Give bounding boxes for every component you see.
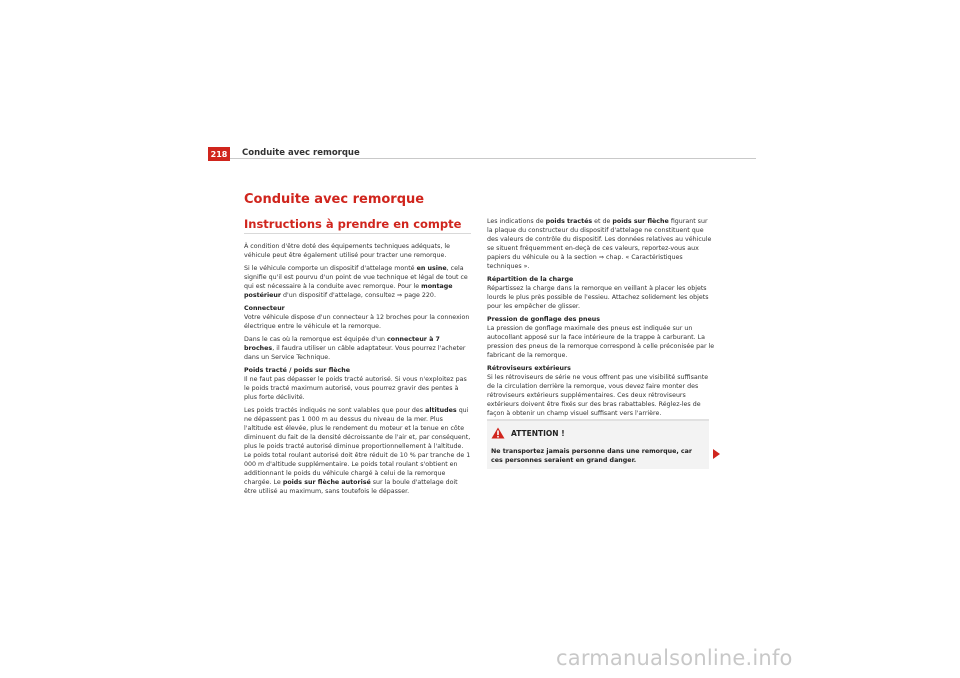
- running-title: Conduite avec remorque: [242, 148, 360, 158]
- text-run: , cela signifie qu'il est pourvu d'un point de vue technique et légal de tout ce qui est nécessaire à la conduite avec remorque. Pour le: [244, 265, 468, 290]
- left-column: [244, 242, 472, 500]
- warning-text: Ne transportez jamais personne dans une remorque, car ces personnes seraient en grand danger.: [491, 448, 693, 464]
- subheading-repartition: Répartition de la charge: [487, 276, 574, 283]
- paragraph: À condition d'être doté des équipements techniques adéquats, le véhicule peut être également utilisé pour tracter une remorque.: [244, 243, 451, 259]
- text-run: , il faudra utiliser un câble adaptateur. Vous pourrez l'acheter dans un Service Technique.: [244, 345, 466, 361]
- paragraph: Répartissez la charge dans la remorque en veillant à placer les objets lourds le plus près possible de l'essieu. Attachez solidement les objets pour les empêcher de glisser.: [487, 285, 709, 310]
- paragraph: La pression de gonflage maximale des pneus est indiquée sur un autocollant apposé sur la face intérieure de la trappe à carburant. La pression des pneus de la remorque correspond à celle préconisée par le fabricant de la remorque.: [487, 325, 715, 359]
- paragraph: [487, 217, 715, 271]
- warning-triangle-icon: [491, 424, 505, 443]
- bold-term: connecteur à 7 broches: [244, 336, 440, 352]
- paragraph: [244, 335, 472, 362]
- text-run: qui ne dépassent pas 1 000 m au dessus du niveau de la mer. Plus l'altitude est élevée, plus le rendement du moteur et la tenue en côte diminuent du fait de la densité décroissante de l'air et, par conséquent, plus le poids tracté autorisé diminue proportionnellement à l'altitude. Le poids total roulant autorisé doit être réduit de 10 % par tranche de 1 000 m d'altitude supplémentaire. Le poids total roulant s'obtient en additionnant le poids du véhicule chargé à celui de la remorque chargée. Le: [244, 407, 471, 486]
- subheading-poids: Poids tracté / poids sur flèche: [244, 367, 351, 374]
- text-run: Dans le cas où la remorque est équipée d'un: [244, 336, 388, 343]
- text-run: et de: [592, 218, 613, 225]
- text-run: Si le véhicule comporte un dispositif d'attelage monté: [244, 265, 417, 272]
- paragraph: [244, 406, 472, 496]
- subheading-retroviseurs: Rétroviseurs extérieurs: [487, 365, 571, 372]
- bold-term: altitudes: [425, 407, 457, 414]
- paragraph: Votre véhicule dispose d'un connecteur à 12 broches pour la connexion électrique entre le véhicule et la remorque.: [244, 314, 470, 330]
- warning-box: [487, 419, 709, 469]
- chapter-title: Conduite avec remorque: [244, 192, 425, 207]
- subheading-pression: Pression de gonflage des pneus: [487, 316, 601, 323]
- paragraph: [244, 264, 472, 300]
- text-run: d'un dispositif d'attelage, consultez ⇒ page 220.: [281, 292, 436, 299]
- bold-term: poids sur flèche autorisé: [282, 479, 371, 486]
- header-rule: [208, 158, 756, 159]
- bold-term: poids tractés: [545, 218, 593, 225]
- paragraph: Il ne faut pas dépasser le poids tracté autorisé. Si vous n'exploitez pas le poids tracté maximum autorisé, vous pourrez gravir des pentes à plus forte déclivité.: [244, 376, 467, 401]
- text-run: Les poids tractés indiqués ne sont valables que pour des: [244, 407, 426, 414]
- text-run: Les indications de: [487, 218, 546, 225]
- section-rule: [244, 233, 471, 234]
- arrow-right-icon: [713, 449, 720, 459]
- right-column: [487, 217, 715, 422]
- watermark: carmanualsonline.info: [556, 646, 793, 670]
- warning-title: ATTENTION !: [511, 429, 565, 438]
- text-run: sur la boule d'attelage doit être utilisé au maximum, sans toutefois le dépasser.: [244, 479, 458, 495]
- bold-term: montage postérieur: [244, 283, 453, 299]
- section-title: Instructions à prendre en compte: [244, 217, 462, 231]
- paragraph: Si les rétroviseurs de série ne vous offrent pas une visibilité suffisante de la circulation derrière la remorque, vous devez faire monter des rétroviseurs extérieurs supplémentaires. Ces deux rétroviseurs extérieurs doivent être fixés sur des bras rabattables. Réglez-les de façon à obtenir un champ visuel suffisant vers l'arrière.: [487, 374, 709, 417]
- text-run: figurant sur la plaque du constructeur du dispositif d'attelage ne constituent que des valeurs de contrôle du dispositif. Les données relatives au véhicule se situent fréquemment en-deçà de ces valeurs, reportez-vous aux papiers du véhicule ou à la section ⇒ chap. « Caractéristiques techniques ».: [487, 218, 712, 270]
- bold-term: poids sur flèche: [612, 218, 669, 225]
- bold-term: en usine: [416, 265, 447, 272]
- warning-header: [487, 421, 709, 445]
- subheading-connecteur: Connecteur: [244, 305, 285, 312]
- page-number-badge: 218: [208, 147, 230, 161]
